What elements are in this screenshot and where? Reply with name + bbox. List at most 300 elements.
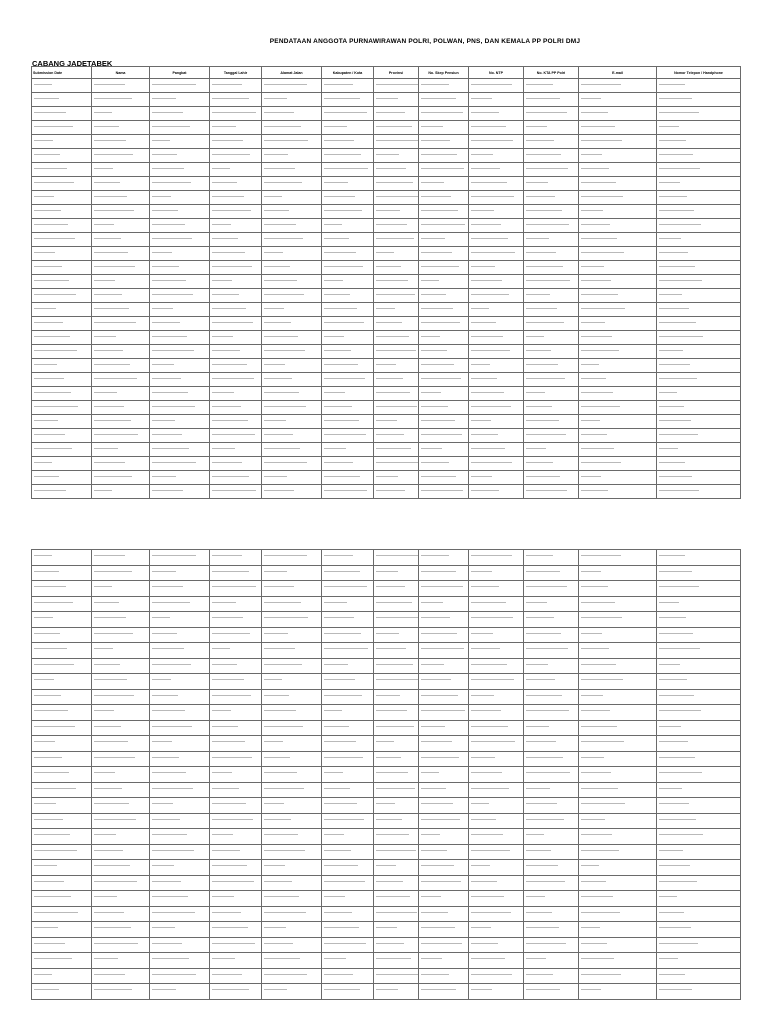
table-cell (657, 121, 741, 135)
illegible-text-mark (94, 168, 113, 169)
illegible-text-mark (471, 819, 496, 820)
table-cell (32, 415, 92, 429)
illegible-text-mark (324, 196, 355, 197)
illegible-text-mark (471, 182, 507, 183)
table-cell (92, 643, 150, 659)
table-cell (657, 401, 741, 415)
illegible-text-mark (152, 772, 186, 773)
illegible-text-mark (659, 602, 679, 603)
illegible-text-mark (421, 896, 441, 897)
table-cell (579, 331, 657, 345)
table-cell (657, 969, 741, 985)
illegible-text-mark (471, 958, 505, 959)
table-cell (579, 597, 657, 613)
illegible-text-mark (152, 434, 182, 435)
table-cell (524, 876, 579, 892)
table-cell (419, 550, 469, 566)
illegible-text-mark (659, 974, 685, 975)
illegible-text-mark (212, 772, 232, 773)
table-cell (150, 457, 210, 471)
table-cell (32, 345, 92, 359)
table-cell (469, 628, 524, 644)
table-cell (322, 79, 374, 93)
illegible-text-mark (376, 168, 406, 169)
table-cell (374, 401, 419, 415)
table-cell (150, 938, 210, 954)
illegible-text-mark (212, 555, 242, 556)
table-cell (150, 860, 210, 876)
table-cell (419, 891, 469, 907)
illegible-text-mark (421, 679, 451, 680)
table-cell (210, 550, 262, 566)
table-cell (579, 219, 657, 233)
illegible-text-mark (212, 974, 242, 975)
illegible-text-mark (421, 322, 460, 323)
table-cell (419, 471, 469, 485)
table-cell (469, 643, 524, 659)
illegible-text-mark (421, 294, 446, 295)
table-cell (374, 317, 419, 331)
table-cell (210, 79, 262, 93)
table-cell (419, 659, 469, 675)
table-cell (150, 401, 210, 415)
table-cell (150, 107, 210, 121)
table-cell (579, 107, 657, 121)
illegible-text-mark (526, 896, 545, 897)
illegible-text-mark (324, 989, 360, 990)
table-cell (262, 814, 322, 830)
illegible-text-mark (152, 571, 176, 572)
illegible-text-mark (212, 865, 247, 866)
table-cell (262, 177, 322, 191)
table-cell (210, 922, 262, 938)
table-row (32, 628, 741, 644)
table-cell (210, 612, 262, 628)
table-cell (262, 721, 322, 737)
illegible-text-mark (471, 726, 508, 727)
table-cell (32, 457, 92, 471)
table-cell (92, 275, 150, 289)
illegible-text-mark (324, 788, 350, 789)
table-cell (150, 984, 210, 1000)
table-cell (469, 922, 524, 938)
illegible-text-mark (526, 819, 564, 820)
illegible-text-mark (421, 803, 453, 804)
illegible-text-mark (526, 476, 560, 477)
illegible-text-mark (526, 664, 548, 665)
illegible-text-mark (94, 322, 136, 323)
table-cell (524, 829, 579, 845)
table-cell (32, 798, 92, 814)
illegible-text-mark (376, 881, 403, 882)
illegible-text-mark (659, 865, 690, 866)
table-cell (657, 891, 741, 907)
table-cell (150, 121, 210, 135)
table-cell (150, 922, 210, 938)
table-cell (469, 485, 524, 499)
illegible-text-mark (581, 741, 624, 742)
table-row (32, 177, 741, 191)
illegible-text-mark (94, 308, 129, 309)
illegible-text-mark (471, 448, 505, 449)
illegible-text-mark (659, 803, 689, 804)
illegible-text-mark (264, 196, 282, 197)
table-cell (210, 107, 262, 121)
table-cell (32, 783, 92, 799)
illegible-text-mark (94, 726, 121, 727)
table-cell (322, 643, 374, 659)
table-cell (322, 736, 374, 752)
table-cell (374, 628, 419, 644)
illegible-text-mark (581, 294, 618, 295)
illegible-text-mark (324, 865, 358, 866)
illegible-text-mark (421, 392, 441, 393)
table-cell (92, 798, 150, 814)
table-cell (374, 135, 419, 149)
table-cell (262, 275, 322, 289)
illegible-text-mark (471, 555, 512, 556)
table-cell (374, 798, 419, 814)
illegible-text-mark (421, 881, 461, 882)
table-cell (32, 429, 92, 443)
illegible-text-mark (212, 741, 245, 742)
table-cell (657, 907, 741, 923)
illegible-text-mark (581, 266, 604, 267)
table-cell (419, 798, 469, 814)
table-cell (579, 550, 657, 566)
table-cell (262, 550, 322, 566)
illegible-text-mark (324, 294, 350, 295)
illegible-text-mark (421, 927, 455, 928)
table-cell (322, 373, 374, 387)
table-cell (524, 247, 579, 261)
illegible-text-mark (34, 834, 70, 835)
illegible-text-mark (421, 834, 440, 835)
table-cell (92, 953, 150, 969)
illegible-text-mark (264, 710, 296, 711)
illegible-text-mark (212, 602, 236, 603)
illegible-text-mark (526, 462, 553, 463)
table-cell (469, 659, 524, 675)
table-cell (524, 191, 579, 205)
table-cell (32, 674, 92, 690)
table-cell (210, 429, 262, 443)
table-cell (657, 247, 741, 261)
illegible-text-mark (526, 881, 565, 882)
table-row (32, 922, 741, 938)
table-cell (579, 659, 657, 675)
table-cell (579, 891, 657, 907)
table-cell (524, 566, 579, 582)
table-cell (419, 135, 469, 149)
table-row (32, 659, 741, 675)
illegible-text-mark (94, 280, 115, 281)
table-cell (262, 121, 322, 135)
table-cell (32, 191, 92, 205)
table-cell (32, 876, 92, 892)
illegible-text-mark (34, 819, 63, 820)
table-cell (150, 317, 210, 331)
illegible-text-mark (581, 378, 606, 379)
table-cell (32, 891, 92, 907)
table-cell (150, 177, 210, 191)
table-cell (32, 705, 92, 721)
table-cell (92, 387, 150, 401)
illegible-text-mark (34, 392, 71, 393)
table-row (32, 581, 741, 597)
illegible-text-mark (324, 710, 342, 711)
illegible-text-mark (324, 695, 362, 696)
illegible-text-mark (212, 571, 249, 572)
table-cell (374, 471, 419, 485)
illegible-text-mark (421, 819, 460, 820)
table-cell (32, 79, 92, 93)
illegible-text-mark (376, 602, 412, 603)
table-row (32, 953, 741, 969)
illegible-text-mark (324, 617, 354, 618)
illegible-text-mark (581, 140, 622, 141)
illegible-text-mark (659, 252, 688, 253)
illegible-text-mark (526, 571, 560, 572)
illegible-text-mark (471, 294, 509, 295)
table-cell (657, 798, 741, 814)
illegible-text-mark (659, 210, 694, 211)
table-cell (419, 275, 469, 289)
table-cell (579, 612, 657, 628)
illegible-text-mark (152, 420, 175, 421)
illegible-text-mark (376, 958, 411, 959)
table-cell (32, 443, 92, 457)
illegible-text-mark (376, 788, 415, 789)
table-cell (210, 443, 262, 457)
illegible-text-mark (94, 679, 127, 680)
table-cell (469, 163, 524, 177)
table-cell (322, 659, 374, 675)
table-cell (150, 163, 210, 177)
illegible-text-mark (659, 168, 700, 169)
illegible-text-mark (212, 788, 239, 789)
illegible-text-mark (94, 224, 114, 225)
table-cell (210, 149, 262, 163)
table-cell (262, 331, 322, 345)
illegible-text-mark (376, 819, 402, 820)
table-cell (92, 767, 150, 783)
table-cell (374, 121, 419, 135)
illegible-text-mark (212, 308, 246, 309)
illegible-text-mark (526, 865, 558, 866)
table-cell (32, 860, 92, 876)
illegible-text-mark (581, 448, 614, 449)
illegible-text-mark (34, 476, 59, 477)
illegible-text-mark (212, 252, 245, 253)
illegible-text-mark (324, 757, 363, 758)
illegible-text-mark (212, 943, 255, 944)
illegible-text-mark (324, 126, 347, 127)
illegible-text-mark (324, 252, 356, 253)
table-cell (419, 907, 469, 923)
illegible-text-mark (264, 617, 308, 618)
illegible-text-mark (526, 350, 551, 351)
illegible-text-mark (421, 788, 446, 789)
table-cell (92, 566, 150, 582)
illegible-text-mark (376, 210, 400, 211)
illegible-text-mark (471, 617, 513, 618)
table-cell (657, 767, 741, 783)
illegible-text-mark (34, 695, 61, 696)
table-cell (579, 829, 657, 845)
table-cell (657, 566, 741, 582)
table-cell (92, 107, 150, 121)
illegible-text-mark (376, 476, 398, 477)
illegible-text-mark (34, 586, 66, 587)
table-row (32, 674, 741, 690)
table-cell (322, 401, 374, 415)
illegible-text-mark (376, 280, 408, 281)
table-cell (322, 359, 374, 373)
illegible-text-mark (152, 586, 183, 587)
illegible-text-mark (471, 571, 492, 572)
table-cell (262, 922, 322, 938)
illegible-text-mark (526, 154, 561, 155)
table-cell (374, 814, 419, 830)
table-cell (150, 721, 210, 737)
illegible-text-mark (526, 294, 550, 295)
illegible-text-mark (212, 757, 252, 758)
table-cell (150, 628, 210, 644)
illegible-text-mark (471, 834, 503, 835)
table-cell (524, 163, 579, 177)
table-cell (32, 922, 92, 938)
table-cell (322, 163, 374, 177)
illegible-text-mark (376, 392, 410, 393)
illegible-text-mark (34, 803, 56, 804)
illegible-text-mark (421, 958, 442, 959)
table-cell (150, 597, 210, 613)
illegible-text-mark (471, 336, 503, 337)
table-cell (262, 233, 322, 247)
table-cell (374, 331, 419, 345)
table-cell (374, 345, 419, 359)
table-cell (210, 643, 262, 659)
table-cell (419, 331, 469, 345)
illegible-text-mark (471, 850, 510, 851)
table-cell (210, 969, 262, 985)
illegible-text-mark (264, 974, 307, 975)
illegible-text-mark (212, 280, 232, 281)
table-cell (657, 845, 741, 861)
table-cell (524, 705, 579, 721)
table-cell (469, 107, 524, 121)
illegible-text-mark (526, 224, 569, 225)
table-cell (32, 317, 92, 331)
table-cell (150, 205, 210, 219)
illegible-text-mark (581, 392, 613, 393)
illegible-text-mark (152, 350, 194, 351)
illegible-text-mark (152, 881, 181, 882)
illegible-text-mark (581, 224, 610, 225)
illegible-text-mark (526, 927, 559, 928)
table-cell (657, 612, 741, 628)
col-header-pangkat: Pangkat (150, 67, 210, 79)
table-cell (150, 247, 210, 261)
table-cell (322, 219, 374, 233)
illegible-text-mark (659, 392, 677, 393)
illegible-text-mark (581, 406, 620, 407)
illegible-text-mark (471, 679, 514, 680)
table-cell (322, 205, 374, 219)
illegible-text-mark (264, 881, 292, 882)
illegible-text-mark (376, 84, 418, 85)
illegible-text-mark (94, 112, 112, 113)
illegible-text-mark (94, 294, 122, 295)
illegible-text-mark (264, 434, 293, 435)
table-cell (419, 969, 469, 985)
table-cell (524, 690, 579, 706)
illegible-text-mark (581, 772, 611, 773)
table-header (32, 67, 741, 79)
table-cell (322, 581, 374, 597)
illegible-text-mark (152, 648, 184, 649)
illegible-text-mark (264, 308, 284, 309)
illegible-text-mark (324, 112, 367, 113)
table-cell (262, 659, 322, 675)
illegible-text-mark (324, 224, 342, 225)
table-cell (524, 628, 579, 644)
illegible-text-mark (471, 434, 498, 435)
illegible-text-mark (212, 434, 255, 435)
table-row (32, 219, 741, 233)
illegible-text-mark (376, 336, 409, 337)
table-cell (579, 566, 657, 582)
table-cell (374, 938, 419, 954)
illegible-text-mark (421, 462, 449, 463)
table-cell (262, 457, 322, 471)
illegible-text-mark (421, 865, 454, 866)
table-cell (262, 79, 322, 93)
table-cell (469, 205, 524, 219)
illegible-text-mark (526, 788, 550, 789)
illegible-text-mark (324, 182, 348, 183)
illegible-text-mark (324, 586, 367, 587)
table-cell (657, 922, 741, 938)
table-cell (579, 443, 657, 457)
table-cell (322, 317, 374, 331)
table-cell (657, 163, 741, 177)
illegible-text-mark (376, 294, 415, 295)
illegible-text-mark (264, 648, 295, 649)
table-cell (524, 219, 579, 233)
illegible-text-mark (471, 710, 501, 711)
illegible-text-mark (581, 462, 621, 463)
illegible-text-mark (212, 336, 233, 337)
table-cell (262, 643, 322, 659)
table-cell (262, 373, 322, 387)
table-row (32, 429, 741, 443)
table-cell (524, 331, 579, 345)
illegible-text-mark (94, 378, 137, 379)
table-cell (469, 331, 524, 345)
illegible-text-mark (421, 364, 454, 365)
illegible-text-mark (212, 490, 256, 491)
illegible-text-mark (212, 679, 244, 680)
table-cell (469, 907, 524, 923)
table-cell (210, 907, 262, 923)
table-cell (32, 566, 92, 582)
illegible-text-mark (581, 586, 608, 587)
table-cell (262, 219, 322, 233)
table-cell (419, 690, 469, 706)
table-cell (210, 177, 262, 191)
